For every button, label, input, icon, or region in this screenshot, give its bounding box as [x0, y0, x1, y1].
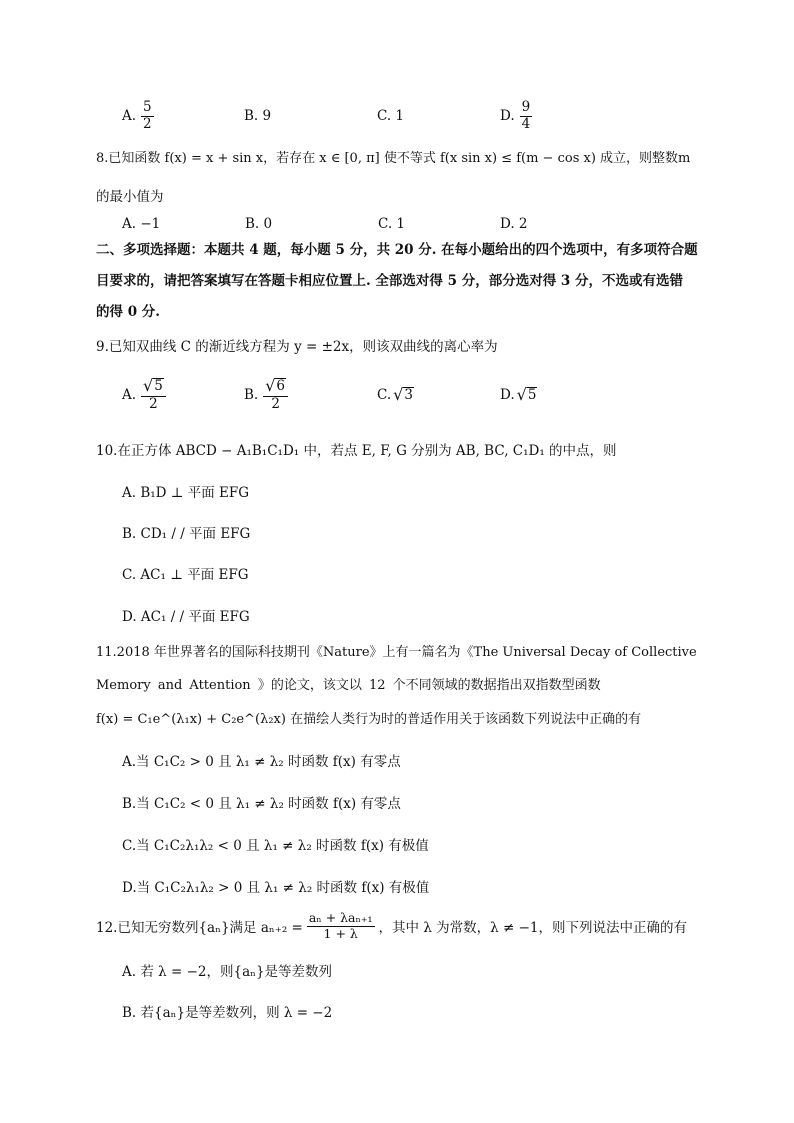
q12-fraction	[307, 911, 375, 941]
section-2-line3: 的得 0 分.	[96, 304, 160, 320]
q8-choice-b: B. 0	[245, 216, 273, 232]
q9-choice-a	[122, 373, 166, 417]
q8-choice-a: A. −1	[122, 216, 161, 232]
q7-choice-c-label: C. 1	[377, 108, 405, 124]
q10-option-a: A. B₁D ⊥ 平面 EFG	[122, 485, 250, 501]
q8-stem-line2: 的最小值为	[96, 189, 164, 205]
fraction-numerator: 9	[521, 98, 531, 115]
q7-choice-a-label: A.	[122, 108, 137, 124]
radical-sign: √	[516, 385, 527, 404]
q7-choices	[122, 94, 682, 138]
fraction-numerator: aₙ + λaₙ₊₁	[308, 910, 373, 926]
section-2-line2: 目要求的，请把答案填写在答题卡相应位置上. 全部选对得 5 分，部分选对得 3 分，不选或有选错	[96, 273, 683, 289]
radical-sign: √	[265, 375, 276, 395]
fraction-denominator: 1 + λ	[323, 925, 358, 941]
q11-option-d: D.当 C₁C₂λ₁λ₂ > 0 且 λ₁ ≠ λ₂ 时函数 f(x) 有极值	[122, 880, 430, 896]
q11-stem-line3: f(x) = C₁e^(λ₁x) + C₂e^(λ₂x) 在描绘人类行为时的普适作用关于该函数下列说法中正确的有	[96, 712, 642, 727]
q9-choices	[122, 373, 682, 417]
q9-stem: 9.已知双曲线 C 的渐近线方程为 y = ±2x，则该双曲线的离心率为	[96, 339, 498, 355]
radicand: 6	[276, 377, 286, 394]
sqrt-expression	[517, 387, 538, 403]
q7-choice-d-fraction	[520, 100, 533, 132]
q11-option-a: A.当 C₁C₂ > 0 且 λ₁ ≠ λ₂ 时函数 f(x) 有零点	[122, 754, 401, 770]
radical-sign: √	[143, 375, 154, 395]
q11-option-b: B.当 C₁C₂ < 0 且 λ₁ ≠ λ₂ 时函数 f(x) 有零点	[122, 796, 401, 812]
q10-option-b: B. CD₁ / / 平面 EFG	[122, 526, 251, 542]
fraction-numerator	[141, 375, 166, 397]
q9-choice-b-fraction	[263, 375, 288, 412]
fraction-denominator: 2	[271, 395, 280, 412]
q9-choice-b-label: B.	[244, 387, 259, 403]
q7-choice-a-fraction	[141, 100, 154, 132]
radicand: 5	[527, 387, 537, 403]
q9-choice-c	[377, 373, 414, 417]
radicand: 5	[154, 377, 163, 394]
q12-stem-prefix: 12.已知无穷数列{aₙ}满足 aₙ₊₂ =	[96, 920, 303, 936]
sqrt-expression	[143, 375, 164, 395]
fraction-numerator: 5	[143, 98, 152, 115]
q7-choice-d	[500, 94, 532, 138]
q9-choice-b	[244, 373, 288, 417]
fraction-denominator: 2	[143, 115, 152, 132]
q8-choice-d: D. 2	[500, 216, 528, 232]
q10-stem: 10.在正方体 ABCD − A₁B₁C₁D₁ 中，若点 E, F, G 分别为 AB, BC, C₁D₁ 的中点，则	[96, 443, 617, 459]
sqrt-expression	[265, 375, 286, 395]
q9-choice-d-label: D.	[500, 387, 515, 403]
q12-option-b: B. 若{aₙ}是等差数列，则 λ = −2	[122, 1005, 333, 1021]
fraction-denominator: 2	[149, 395, 158, 412]
section-2-heading	[96, 235, 696, 328]
q8-choice-c: C. 1	[378, 216, 406, 232]
q12-option-a: A. 若 λ = −2，则{aₙ}是等差数列	[122, 964, 333, 980]
q9-choice-a-label: A.	[122, 387, 137, 403]
q7-choice-b	[244, 94, 271, 138]
radicand: 3	[404, 387, 413, 403]
q11-stem-line1: 11.2018 年世界著名的国际科技期刊《Nature》上有一篇名为《The Universal Decay of Collective	[96, 645, 697, 660]
fraction-denominator: 4	[521, 115, 531, 132]
q7-choice-b-label: B. 9	[244, 108, 272, 124]
q9-choice-c-label: C.	[377, 387, 392, 403]
q9-choice-a-fraction	[141, 375, 166, 412]
section-2-line1: 二、多项选择题：本题共 4 题，每小题 5 分，共 20 分. 在每小题给出的四个选项中，有多项符合题	[96, 242, 698, 258]
q9-choice-d	[500, 373, 537, 417]
radical-sign: √	[393, 385, 404, 404]
q11-option-c: C.当 C₁C₂λ₁λ₂ < 0 且 λ₁ ≠ λ₂ 时函数 f(x) 有极值	[122, 838, 429, 854]
sqrt-expression	[393, 387, 414, 403]
q7-choice-c	[377, 94, 404, 138]
q10-option-c: C. AC₁ ⊥ 平面 EFG	[122, 567, 249, 583]
q12-stem-suffix: ，其中 λ 为常数，λ ≠ −1，则下列说法中正确的有	[378, 920, 688, 936]
q10-option-d: D. AC₁ / / 平面 EFG	[122, 609, 250, 625]
q12-stem	[96, 906, 687, 946]
q11-stem-line2: Memory and Attention 》的论文，该文以 12 个不同领域的数据指出双指数型函数	[96, 678, 601, 693]
fraction-numerator	[263, 375, 288, 397]
q8-stem-line1: 8.已知函数 f(x) = x + sin x，若存在 x ∈ [0, π] 使不等式 f(x sin x) ≤ f(m − cos x) 成立，则整数m	[96, 151, 691, 166]
q7-choice-d-label: D.	[500, 108, 515, 124]
q7-choice-a	[122, 94, 154, 138]
